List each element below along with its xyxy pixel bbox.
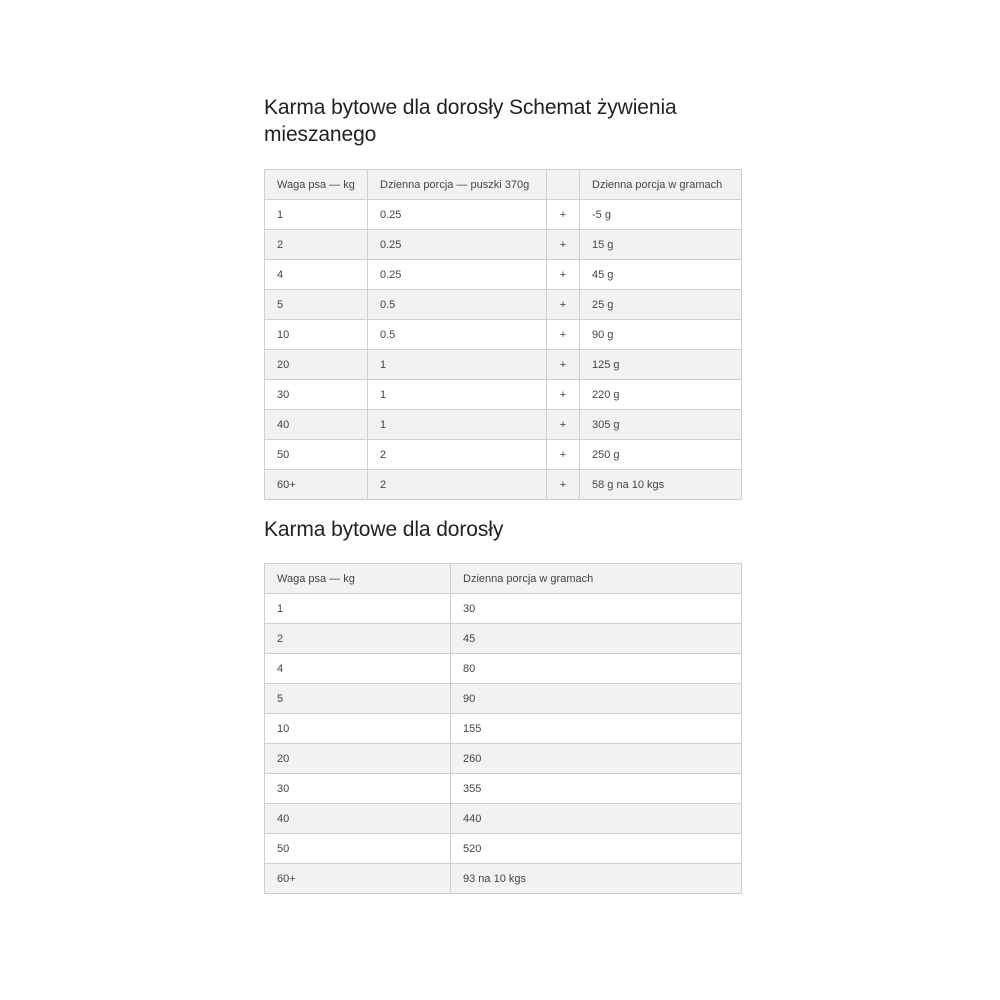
cell-grams: 45 g: [580, 260, 742, 290]
cell-weight: 2: [265, 230, 368, 260]
cell-cans: 1: [368, 350, 547, 380]
table-row: [265, 804, 742, 834]
cell-grams: 45: [451, 624, 742, 654]
mixed-feeding-title: Karma bytowe dla dorosły Schemat żywienia mieszanego: [264, 96, 677, 146]
cell-cans: 1: [368, 380, 547, 410]
cell-grams: 260: [451, 744, 742, 774]
cell-grams: 80: [451, 654, 742, 684]
table-row: [265, 594, 742, 624]
cell-grams: 25 g: [580, 290, 742, 320]
table-row: [265, 350, 742, 380]
table-row: [265, 470, 742, 500]
cell-weight: 20: [265, 744, 451, 774]
dry-feeding-body: [265, 594, 742, 894]
cell-weight: 4: [265, 654, 451, 684]
cell-plus: +: [547, 230, 580, 260]
cell-weight: 60+: [265, 864, 451, 894]
cell-grams: 90: [451, 684, 742, 714]
cell-grams: 125 g: [580, 350, 742, 380]
cell-grams: 15 g: [580, 230, 742, 260]
col-header-cans: Dzienna porcja — puszki 370g: [368, 170, 547, 200]
table-row: [265, 624, 742, 654]
table-row: [265, 834, 742, 864]
cell-grams: 440: [451, 804, 742, 834]
cell-grams: 155: [451, 714, 742, 744]
cell-weight: 5: [265, 290, 368, 320]
cell-cans: 1: [368, 410, 547, 440]
cell-weight: 1: [265, 200, 368, 230]
table-header-row: [265, 564, 742, 594]
mixed-feeding-table: [264, 169, 742, 500]
dry-feeding-title: Karma bytowe dla dorosły: [264, 518, 504, 541]
cell-plus: +: [547, 410, 580, 440]
table-row: [265, 440, 742, 470]
cell-weight: 10: [265, 320, 368, 350]
cell-cans: 0.5: [368, 320, 547, 350]
cell-grams: 250 g: [580, 440, 742, 470]
table-row: [265, 714, 742, 744]
cell-weight: 30: [265, 380, 368, 410]
table-row: [265, 654, 742, 684]
cell-cans: 0.25: [368, 260, 547, 290]
cell-weight: 50: [265, 834, 451, 864]
cell-weight: 1: [265, 594, 451, 624]
cell-weight: 50: [265, 440, 368, 470]
cell-weight: 40: [265, 804, 451, 834]
table-row: [265, 290, 742, 320]
cell-grams: 90 g: [580, 320, 742, 350]
cell-weight: 10: [265, 714, 451, 744]
col-header-weight: Waga psa — kg: [265, 170, 368, 200]
col-header-plus: [547, 170, 580, 200]
cell-grams: 520: [451, 834, 742, 864]
cell-grams: 220 g: [580, 380, 742, 410]
col-header-weight: Waga psa — kg: [265, 564, 451, 594]
cell-plus: +: [547, 380, 580, 410]
cell-cans: 0.25: [368, 230, 547, 260]
cell-grams: -5 g: [580, 200, 742, 230]
table-row: [265, 744, 742, 774]
cell-grams: 58 g na 10 kgs: [580, 470, 742, 500]
table-row: [265, 200, 742, 230]
table-row: [265, 230, 742, 260]
cell-cans: 0.5: [368, 290, 547, 320]
cell-grams: 93 na 10 kgs: [451, 864, 742, 894]
cell-cans: 2: [368, 470, 547, 500]
cell-cans: 2: [368, 440, 547, 470]
dry-feeding-table: [264, 563, 742, 894]
cell-plus: +: [547, 470, 580, 500]
cell-weight: 4: [265, 260, 368, 290]
cell-weight: 5: [265, 684, 451, 714]
table-row: [265, 684, 742, 714]
table-row: [265, 774, 742, 804]
table-header-row: [265, 170, 742, 200]
cell-cans: 0.25: [368, 200, 547, 230]
cell-weight: 2: [265, 624, 451, 654]
col-header-grams: Dzienna porcja w gramach: [580, 170, 742, 200]
cell-grams: 305 g: [580, 410, 742, 440]
table-row: [265, 260, 742, 290]
cell-weight: 60+: [265, 470, 368, 500]
cell-plus: +: [547, 350, 580, 380]
content: [264, 94, 741, 894]
table-row: [265, 864, 742, 894]
table-row: [265, 380, 742, 410]
table-row: [265, 320, 742, 350]
col-header-grams: Dzienna porcja w gramach: [451, 564, 742, 594]
table-row: [265, 410, 742, 440]
cell-plus: +: [547, 290, 580, 320]
cell-plus: +: [547, 260, 580, 290]
cell-plus: +: [547, 440, 580, 470]
cell-grams: 355: [451, 774, 742, 804]
cell-plus: +: [547, 200, 580, 230]
cell-weight: 20: [265, 350, 368, 380]
cell-weight: 40: [265, 410, 368, 440]
cell-grams: 30: [451, 594, 742, 624]
cell-plus: +: [547, 320, 580, 350]
mixed-feeding-body: [265, 200, 742, 500]
cell-weight: 30: [265, 774, 451, 804]
